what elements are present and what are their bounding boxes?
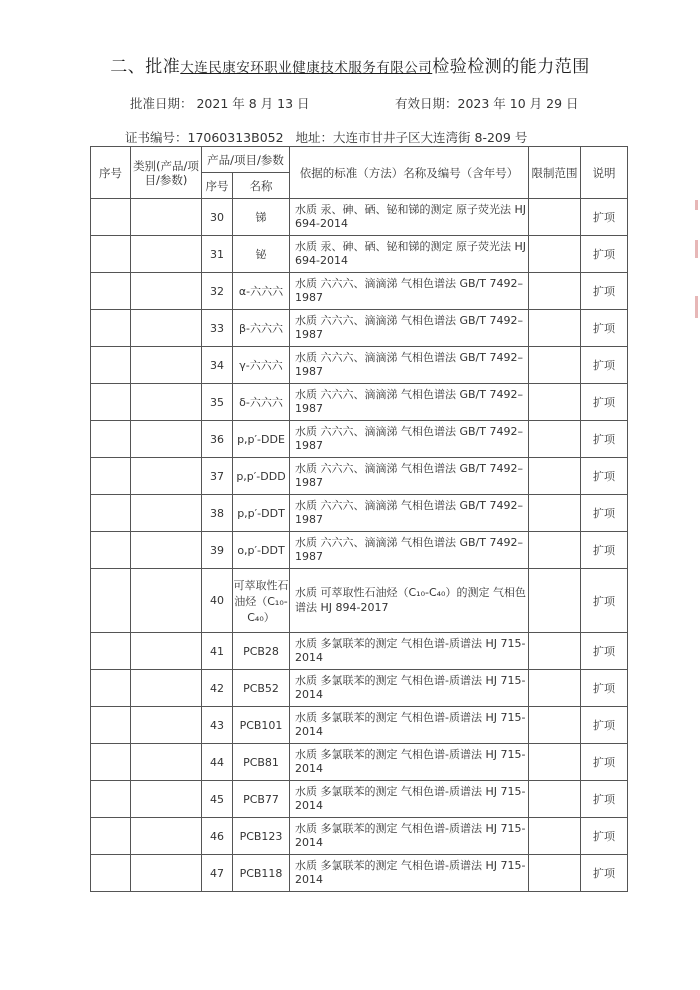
title-prefix: 二、批准 — [110, 57, 181, 77]
header-note: 说明 — [581, 147, 628, 199]
row-seq — [91, 818, 131, 855]
table-row — [91, 818, 628, 855]
row-name: p,p′-DDD — [233, 458, 290, 495]
row-limit — [529, 347, 581, 384]
row-standard: 水质 六六六、滴滴涕 气相色谱法 GB/T 7492–1987 — [290, 347, 529, 384]
edge-stain — [695, 200, 698, 210]
row-sub-seq: 37 — [202, 458, 233, 495]
row-standard: 水质 六六六、滴滴涕 气相色谱法 GB/T 7492–1987 — [290, 273, 529, 310]
row-note: 扩项 — [581, 670, 628, 707]
row-category — [131, 421, 202, 458]
row-limit — [529, 273, 581, 310]
row-limit — [529, 458, 581, 495]
table-row — [91, 670, 628, 707]
table-row — [91, 495, 628, 532]
row-sub-seq: 46 — [202, 818, 233, 855]
row-note: 扩项 — [581, 310, 628, 347]
header-name: 名称 — [233, 173, 290, 199]
table-row — [91, 532, 628, 569]
row-sub-seq: 33 — [202, 310, 233, 347]
row-standard: 水质 多氯联苯的测定 气相色谱-质谱法 HJ 715-2014 — [290, 818, 529, 855]
row-seq — [91, 569, 131, 633]
row-standard: 水质 六六六、滴滴涕 气相色谱法 GB/T 7492–1987 — [290, 458, 529, 495]
row-name: PCB52 — [233, 670, 290, 707]
row-sub-seq: 38 — [202, 495, 233, 532]
header-seq: 序号 — [91, 147, 131, 199]
row-seq — [91, 495, 131, 532]
table-row — [91, 781, 628, 818]
row-seq — [91, 273, 131, 310]
row-sub-seq: 44 — [202, 744, 233, 781]
row-category — [131, 855, 202, 892]
cert-line — [125, 128, 535, 146]
row-name: PCB28 — [233, 633, 290, 670]
row-standard: 水质 多氯联苯的测定 气相色谱-质谱法 HJ 715-2014 — [290, 707, 529, 744]
row-category — [131, 458, 202, 495]
table-row — [91, 633, 628, 670]
row-sub-seq: 41 — [202, 633, 233, 670]
row-standard: 水质 多氯联苯的测定 气相色谱-质谱法 HJ 715-2014 — [290, 744, 529, 781]
row-name: PCB118 — [233, 855, 290, 892]
table-row — [91, 744, 628, 781]
row-seq — [91, 236, 131, 273]
row-name: PCB77 — [233, 781, 290, 818]
edge-stain — [695, 240, 698, 258]
row-sub-seq: 40 — [202, 569, 233, 633]
table-row — [91, 199, 628, 236]
table-row — [91, 458, 628, 495]
header-product-group: 产品/项目/参数 — [202, 147, 290, 173]
row-standard: 水质 六六六、滴滴涕 气相色谱法 GB/T 7492–1987 — [290, 310, 529, 347]
row-limit — [529, 569, 581, 633]
row-note: 扩项 — [581, 569, 628, 633]
row-category — [131, 236, 202, 273]
header-sub-seq: 序号 — [202, 173, 233, 199]
row-seq — [91, 347, 131, 384]
table-row — [91, 384, 628, 421]
row-limit — [529, 707, 581, 744]
row-name: α-六六六 — [233, 273, 290, 310]
row-name: p,p′-DDE — [233, 421, 290, 458]
row-standard: 水质 六六六、滴滴涕 气相色谱法 GB/T 7492–1987 — [290, 384, 529, 421]
row-seq — [91, 855, 131, 892]
table-row — [91, 236, 628, 273]
row-name: PCB81 — [233, 744, 290, 781]
row-sub-seq: 45 — [202, 781, 233, 818]
row-category — [131, 310, 202, 347]
table-row — [91, 707, 628, 744]
table-row — [91, 855, 628, 892]
org-name: 大连民康安环职业健康技术服务有限公司 — [180, 60, 433, 76]
row-standard: 水质 可萃取性石油烃（C₁₀-C₄₀）的测定 气相色谱法 HJ 894-2017 — [290, 569, 529, 633]
row-standard: 水质 多氯联苯的测定 气相色谱-质谱法 HJ 715-2014 — [290, 781, 529, 818]
table-body — [91, 199, 628, 892]
row-sub-seq: 42 — [202, 670, 233, 707]
cert-number: 证书编号：17060313B052 — [125, 130, 284, 145]
approval-date: 批准日期： 2021 年 8 月 13 日 — [130, 96, 310, 111]
row-name: 可萃取性石油烃（C₁₀-C₄₀） — [233, 569, 290, 633]
row-note: 扩项 — [581, 273, 628, 310]
row-seq — [91, 310, 131, 347]
row-note: 扩项 — [581, 384, 628, 421]
row-category — [131, 781, 202, 818]
row-standard: 水质 汞、砷、硒、铋和锑的测定 原子荧光法 HJ 694-2014 — [290, 199, 529, 236]
row-seq — [91, 458, 131, 495]
row-seq — [91, 199, 131, 236]
row-limit — [529, 532, 581, 569]
row-standard: 水质 六六六、滴滴涕 气相色谱法 GB/T 7492–1987 — [290, 421, 529, 458]
table-row — [91, 569, 628, 633]
row-sub-seq: 32 — [202, 273, 233, 310]
row-limit — [529, 495, 581, 532]
row-standard: 水质 六六六、滴滴涕 气相色谱法 GB/T 7492–1987 — [290, 532, 529, 569]
row-limit — [529, 781, 581, 818]
row-category — [131, 818, 202, 855]
row-sub-seq: 47 — [202, 855, 233, 892]
row-category — [131, 744, 202, 781]
row-note: 扩项 — [581, 495, 628, 532]
row-seq — [91, 707, 131, 744]
edge-stain — [695, 296, 698, 318]
row-limit — [529, 421, 581, 458]
title-suffix: 检验检测的能力范围 — [432, 57, 590, 77]
row-limit — [529, 384, 581, 421]
row-sub-seq: 35 — [202, 384, 233, 421]
row-limit — [529, 236, 581, 273]
row-category — [131, 384, 202, 421]
row-limit — [529, 855, 581, 892]
table-row — [91, 421, 628, 458]
row-seq — [91, 384, 131, 421]
row-name: o,p′-DDT — [233, 532, 290, 569]
row-note: 扩项 — [581, 855, 628, 892]
row-category — [131, 532, 202, 569]
row-seq — [91, 670, 131, 707]
row-category — [131, 199, 202, 236]
valid-date: 有效日期：2023 年 10 月 29 日 — [395, 96, 579, 111]
row-seq — [91, 421, 131, 458]
row-note: 扩项 — [581, 532, 628, 569]
row-name: β-六六六 — [233, 310, 290, 347]
row-note: 扩项 — [581, 744, 628, 781]
header-standard: 依据的标准（方法）名称及编号（含年号） — [290, 147, 529, 199]
row-note: 扩项 — [581, 633, 628, 670]
address: 地址：大连市甘井子区大连湾街 8-209 号 — [295, 130, 528, 145]
row-seq — [91, 781, 131, 818]
row-name: γ-六六六 — [233, 347, 290, 384]
row-name: 锑 — [233, 199, 290, 236]
row-note: 扩项 — [581, 199, 628, 236]
row-seq — [91, 532, 131, 569]
row-sub-seq: 36 — [202, 421, 233, 458]
row-standard: 水质 多氯联苯的测定 气相色谱-质谱法 HJ 715-2014 — [290, 633, 529, 670]
row-seq — [91, 633, 131, 670]
row-category — [131, 569, 202, 633]
row-limit — [529, 818, 581, 855]
row-note: 扩项 — [581, 421, 628, 458]
row-limit — [529, 670, 581, 707]
row-limit — [529, 199, 581, 236]
row-standard: 水质 六六六、滴滴涕 气相色谱法 GB/T 7492–1987 — [290, 495, 529, 532]
row-sub-seq: 39 — [202, 532, 233, 569]
row-sub-seq: 30 — [202, 199, 233, 236]
table-row — [91, 310, 628, 347]
row-name: 铋 — [233, 236, 290, 273]
header-limit: 限制范围 — [529, 147, 581, 199]
row-note: 扩项 — [581, 707, 628, 744]
row-sub-seq: 31 — [202, 236, 233, 273]
row-sub-seq: 43 — [202, 707, 233, 744]
row-note: 扩项 — [581, 347, 628, 384]
row-name: PCB123 — [233, 818, 290, 855]
row-limit — [529, 310, 581, 347]
row-category — [131, 495, 202, 532]
row-note: 扩项 — [581, 458, 628, 495]
page-title — [0, 52, 700, 77]
capability-table — [90, 146, 628, 892]
row-name: PCB101 — [233, 707, 290, 744]
row-category — [131, 347, 202, 384]
row-name: p,p′-DDT — [233, 495, 290, 532]
row-name: δ-六六六 — [233, 384, 290, 421]
row-limit — [529, 744, 581, 781]
row-standard: 水质 多氯联苯的测定 气相色谱-质谱法 HJ 715-2014 — [290, 670, 529, 707]
row-note: 扩项 — [581, 818, 628, 855]
table-row — [91, 347, 628, 384]
row-category — [131, 670, 202, 707]
row-category — [131, 707, 202, 744]
row-category — [131, 273, 202, 310]
row-category — [131, 633, 202, 670]
table-row — [91, 273, 628, 310]
row-standard: 水质 多氯联苯的测定 气相色谱-质谱法 HJ 715-2014 — [290, 855, 529, 892]
row-sub-seq: 34 — [202, 347, 233, 384]
header-category: 类别(产品/项目/参数) — [131, 147, 202, 199]
row-note: 扩项 — [581, 236, 628, 273]
row-limit — [529, 633, 581, 670]
row-seq — [91, 744, 131, 781]
row-standard: 水质 汞、砷、硒、铋和锑的测定 原子荧光法 HJ 694-2014 — [290, 236, 529, 273]
row-note: 扩项 — [581, 781, 628, 818]
